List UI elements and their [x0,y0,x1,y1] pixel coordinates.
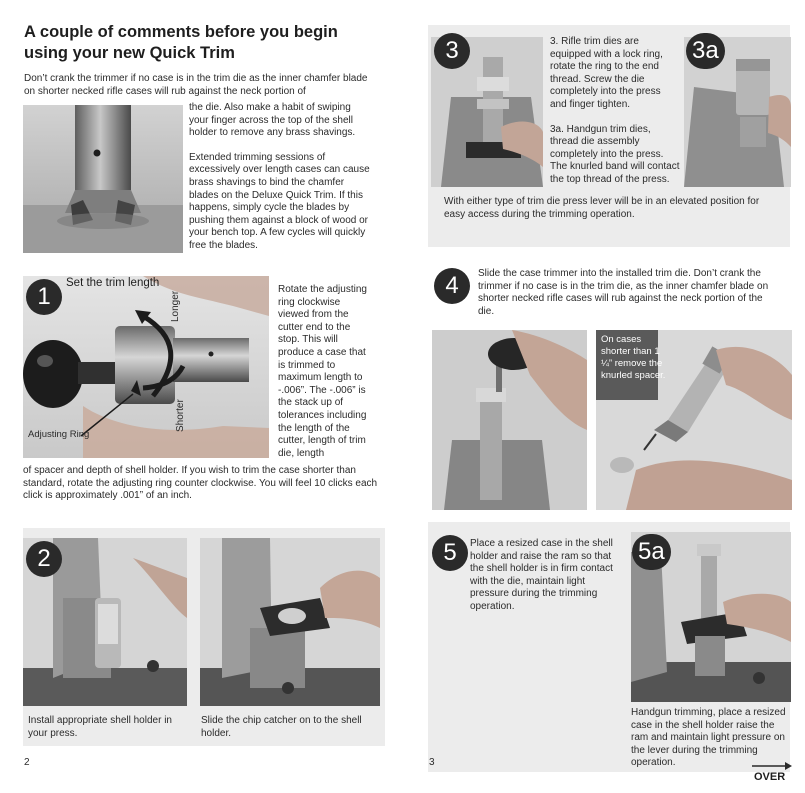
step4-trimmer-photo [432,330,587,510]
intro-paragraph: Don’t crank the trimmer if no case is in the trim die as the inner chamfer blade on shorter necked rifle cases will rub against the neck portion of [24,73,368,97]
step3-lever-note: With either type of trim die press lever will be in an elevated position for easy access during the trimming operation. [444,196,760,220]
shorter-label: Shorter [175,399,186,432]
intro-continued [189,102,371,265]
cutter-blade-photo [23,105,183,253]
step3a-handgun-text: 3a. Handgun trim dies, thread die assembly completely into the press. The knurled band will contact the top thread of the press. [550,123,680,185]
step1-bottom-text: of spacer and depth of shell holder. If you wish to trim the case shorter than standard, rotate the adjusting ring counter clockwise. You will feel 10 clicks each click is approximately .001” of an inch. [23,465,378,502]
step3-rifle-text: 3. Rifle trim dies are equipped with a lock ring, rotate the ring to the end thread. Screw the die completely into the press and finger tighten. [550,36,663,110]
swipe-tip-text: the die. Also make a habit of swiping your finger across the top of the shell holder to remove any brass shavings. [189,102,356,139]
step2-photo-b [200,538,380,706]
step2-caption-a: Install appropriate shell holder in your press. [28,715,172,739]
longer-label: Longer [170,290,181,322]
step4-text: Slide the case trimmer into the installed trim die. Don’t crank the trimmer if no case is in the trim die, as the inner chamfer blade on shorter necked rifle cases will rub against the neck portion of the die. [478,268,769,317]
step-5-badge: 5 [432,535,468,571]
step4-inset-note: On cases shorter than 1 ¼” remove the knurled spacer. [601,334,666,381]
page-number-left: 2 [24,757,30,768]
step1-side-text: Rotate the adjusting ring clockwise viewed from the cutter end to the stop. This will produce a case that is trimmed to maximum length to -.006”. The -.006” is the stack up of tolerances including the length of the cutter, length of trim die, length [278,284,367,459]
page-number-right: 3 [429,757,435,768]
step3-text-block [550,36,680,199]
over-label: OVER [754,771,786,783]
step-1-badge: 1 [26,279,62,315]
step5a-caption: Handgun trimming, place a resized case in the shell holder raise the ram and maintain light pressure on the lever during the trimming operation. [631,707,786,769]
step-3-badge: 3 [434,33,470,69]
step-4-badge: 4 [434,268,470,304]
adjusting-ring-label: Adjusting Ring [28,429,90,440]
step-2-badge: 2 [26,541,62,577]
step2-caption-b: Slide the chip catcher on to the shell holder. [201,715,362,739]
set-trim-length-title: Set the trim length [66,277,160,289]
step-5a-badge: 5a [632,534,671,570]
step-3a-badge: 3a [686,33,725,69]
page-title: A couple of comments before you begin using your new Quick Trim [24,23,338,62]
step5-text: Place a resized case in the shell holder and raise the ram so that the shell holder is in firm contact with the die, maintain light pressure during the trimming operation. [470,538,613,612]
extended-trimming-text: Extended trimming sessions of excessively over length cases can cause brass shavings to bind the chamfer blades on the Deluxe Quick Trim. If this happens, simply cycle the blades by pushing them against a block of wood or your bench top. A few cycles will quickly free the blades. [189,151,370,251]
